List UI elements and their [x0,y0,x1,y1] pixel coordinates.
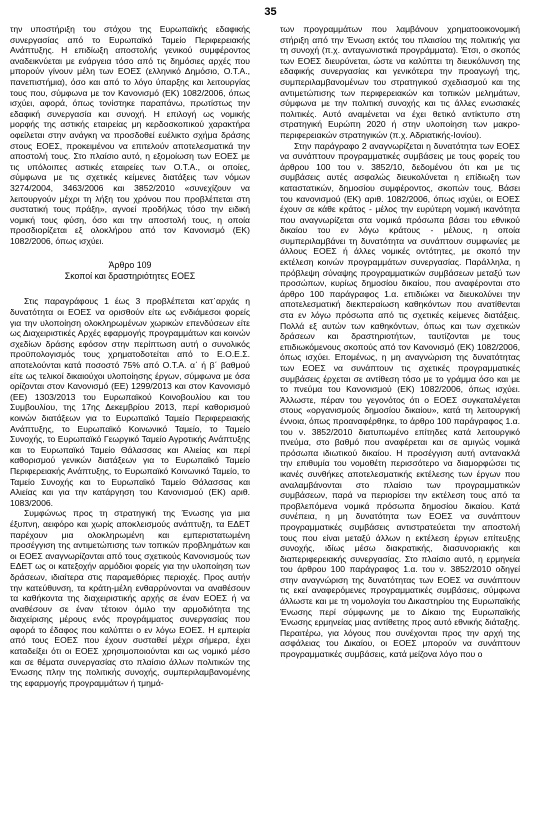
page-number: 35 [264,6,277,18]
paragraph: Στην παράγραφο 2 αναγνωρίζεται η δυνατότητα των ΕΟΕΣ να συνάπτουν προγραμματικές συμβάσεις με τους φορείς του άρθρου 100 του ν. 3852/10, δεδομένου ότι και με τις συμβάσεις αυτές ασφαλώς διευκολύνεται η επίδιωξη των καταστατικών, δημοσίου συμφέροντος, σκοπών τους. Βάσει του κανονισμού (ΕΚ) αριθ. 1082/2006, όπως ισχύει, οι ΕΟΕΣ έχουν σε κάθε κράτος - μέλος την ευρύτερη νομική ικανότητα που αναγνωρίζεται στα νομικά πρόσωπα βάσει του εθνικού δικαίου του εν λόγω κράτους - μέλους, η οποία συμπεριλαμβάνει τη δυνατότητα να συνάπτουν συμφωνίες με άλλους ΕΟΕΣ ή άλλες νομικές οντότητες, με σκοπό την εκτέλεση κοινών προγραμμάτων συνεργασίας. Παράλληλα, η πρόβλεψη σύναψης προγραμματικών συμβάσεων μεταξύ των προσώπων, κυρίως δημοσίου δικαίου, που αναφέρονται στο άρθρο 100 παράγραφος 1.α. επιδιώκει να διευκολύνει την αποτελεσματική διεκπεραίωση καθηκόντων που ανατίθενται στα εν λόγω πρόσωπα από τις σχετικές κείμενες διατάξεις. Πολλά εξ αυτών των καθηκόντων, όπως και των σχετικών δράσεων και δραστηριοτήτων, ταυτίζονται με τους επιδιωκόμενους σκοπούς από τον Κανονισμό (ΕΚ) 1082/2006, όπως ισχύει. Επομένως, η μη αναγνώριση της δυνατότητας των ΕΟΕΣ να συνάπτουν τις σχετικές προγραμματικές συμβάσεις έρχεται σε αντίθεση τόσο με το γράμμα όσο και με το πνεύμα του Κανονισμού (ΕΚ) 1082/2006, όπως ισχύει. Άλλωστε, πέραν του γεγονότος ότι ο ΕΟΕΣ συγκαταλέγεται στους «οργανισμούς δημοσίου δικαίου», κατά τη λειτουργική έννοια, όπως προαναφέρθηκε, το άρθρο 100 παράγραφος 1.α. του ν. 3852/2010 διατυπωμένο επίτηδες κατά λειτουργικό πνεύμα, στο βαθμό που αναφέρεται και σε αμιγώς νομικά πρόσωπα ιδιωτικού δικαίου. Η προσέγγιση αυτή αντανακλά την επιθυμία του νομοθέτη περισσότερο να διαμορφώσει τις ικανές συνθήκες αποτελεσματικής εκτέλεσης των έργων που αναλαμβάνονται στο πλαίσιο των προγραμματικών συμβάσεων, παρά να περιορίσει την εκτέλεση τους από τα προβλεπόμενα νομικά πρόσωπα δημοσίου δικαίου. Κατά συνέπεια, η μη δυνατότητα των ΕΟΕΣ να συνάπτουν προγραμματικές συμβάσεις αντιστρατεύεται την αποστολή τους που είναι μεταξύ άλλων η εκτέλεση έργων επίτευξης συνοχής, ιδίως μέσω διακρατικής, διασυνοριακής και διαπεριφερειακής συνεργασίας. Στο πλαίσιο αυτό, η ερμηνεία του άρθρου 100 παράγραφος 1.α. του ν. 3852/2010 οδηγεί στην αναγνώριση της δυνατότητας των ΕΟΕΣ να συνάπτουν τις εκεί αναφερόμενες προγραμματικές συμβάσεις, σύμφωνα άλλωστε και με τη νομολογία του Δικαστηρίου της Ευρωπαϊκής Ένωσης περί σύμφωνης με το Δίκαιο της Ευρωπαϊκής Ένωσης ερμηνείας μιας αντίθετης προς αυτό εθνικής διάταξης. Περαιτέρω, για λόγους που συνέχονται προς την αρχή της ασφάλειας του Δικαίου, οι ΕΟΕΣ μπορούν να συνάπτουν προγραμματικές συμβάσεις, κατά μείζονα λόγο που ο [280,140,520,660]
article-subtitle: Σκοποί και δραστηριότητες ΕΟΕΣ [64,271,196,282]
paragraph: Στις παραγράφους 1 έως 3 προβλέπεται κατ᾽αρχάς η δυνατότητα οι ΕΟΕΣ να ορισθούν είτε ως ενδιάμεσοι φορείς για την υλοποίηση ολοκληρωμένων χωρικών επενδύσεων είτε ως Διαχειριστικές Αρχές εφαρμογής προγραμμάτων και κοινών σχεδίων δράσης εφόσον στην περίπτωση αυτή ο συνολικός προϋπολογισμός τους χρηματοδοτείται από το Ε.Ο.Ε.Σ. αποτελούνται κατά ποσοστό 75% από Ο.Τ.Α. α΄ ή β΄ βαθμού είτε ως τελικοί δικαιούχοι υλοποίησης έργων, σύμφωνα με όσα ορίζονται στον Κανονισμό (ΕΕ) 1299/2013 και στον Κανονισμό (ΕΕ) 1303/2013 του Ευρωπαϊκού Κοινοβουλίου και του Συμβουλίου, της 17ης Δεκεμβρίου 2013, περί καθορισμού κοινών διατάξεων για το Ευρωπαϊκό Ταμείο Περιφερειακής Ανάπτυξης, το Ευρωπαϊκό Κοινωνικό Ταμείο, το Ταμείο Συνοχής, το Ευρωπαϊκό Γεωργικό Ταμείο Αγροτικής Ανάπτυξης και το Ευρωπαϊκό Ταμείο Θάλασσας και Αλιείας και περί καθορισμού γενικών διατάξεων για το Ευρωπαϊκό Ταμείο Περιφερειακής Ανάπτυξης, το Ευρωπαϊκό Κοινωνικό Ταμείο, το Ταμείο Συνοχής και το Ευρωπαϊκό Ταμείο Θάλασσας και Αλιείας και για την κατάργηση του Κανονισμού (ΕΚ) αριθ. 1083/2006. [10,296,250,508]
left-column [10,24,250,688]
article-title: Άρθρο 109 [108,260,152,271]
paragraph: Συμφώνως προς τη στρατηγική της Ένωσης για μια έξυπνη, αειφόρο και χωρίς αποκλεισμούς ανάπτυξη, τα ΕΔΕΤ παρέχουν μια ολοκληρωμένη και εμπεριστατωμένη προσέγγιση της αντιμετώπισης των τοπικών προβλημάτων και οι ΕΟΕΣ αναγνωρίζονται από τους σχετικούς Κανονισμούς των ΕΔΕΤ ως οι κατεξοχήν αρμόδιοι φορείς για την υλοποίηση των δράσεων, ιδιαίτερα στις παραμεθόριες περιοχές. Προς αυτήν την κατεύθυνση, τα κράτη-μέλη ενθαρρύνονται να αναθέσουν τα καθήκοντα της διαχειριστικής αρχής σε έναν ΕΟΕΣ ή να αναθέσουν σε έναν τέτοιον όμιλο την αρμοδιότητα της διαχείρισης μέρους ενός προγράμματος συνεργασίας που αφορά το έδαφος που καλύπτει ο εν λόγω ΕΟΕΣ. Η εμπειρία από τους ΕΟΕΣ που έχουν συσταθεί μέχρι σήμερα, έχει καταδείξει ότι οι ΕΟΕΣ χρησιμοποιούνται και ως νομικό μέσο και σε θέματα συνεργασίας στο πλαίσιο άλλων πολιτικών της Ένωσης πλην της πολιτικής συνοχής, συμπεριλαμβανομένης της εφαρμογής προγραμμάτων ή τμημά- [10,508,250,688]
paragraph: των προγραμμάτων που λαμβάνουν χρηματοοικονομική στήριξη από την Ένωση εκτός του πλαισίου της πολιτικής για τη συνοχή (π.χ. ανταγωνιστικά προγράμματα). Έτσι, ο σκοπός των ΕΟΕΣ διευρύνεται, ώστε να καλύπτει τη διευκόλυνση της εδαφικής συνεργασίας και γενικότερα την προαγωγή της, συμπεριλαμβανομένων του στρατηγικού σχεδιασμού και της αντιμετώπισης των περιφερειακών και τοπικών μελημάτων, σύμφωνα με την πολιτική συνοχής και τις άλλες ενωσιακές πολιτικές. Αυτό αναμένεται να έχει θετικό αντίκτυπο στη στρατηγική Ευρώπη 2020 ή στην υλοποίηση των μακρο-περιφερειακών στρατηγικών (π.χ. Αδριατικής-Ιονίου). [280,24,520,140]
paragraph: την υποστήριξη του στόχου της Ευρωπαϊκής εδαφικής συνεργασίας από το Ευρωπαϊκό Ταμείο Περιφερειακής Ανάπτυξης. Η επιδίωξη αποστολής γενικού συμφέροντος αναδεικνύεται με ενάργεια τόσο από τις δημόσιες αρχές που μπορούν γίνουν μέλη των ΕΟΕΣ (ελληνικό Δημόσιο, Ο.Τ.Α., πανεπιστήμια), όσο και από το λόγο ύπαρξης και λειτουργίας τους που, σύμφωνα με τον Κανονισμό (ΕΚ) 1082/2006, όπως ισχύει, αφορά, όπως τονίστηκε παραπάνω, πρωτίστως την εδαφική συνεργασία και συνοχή. Η επιλογή ως νομικής μορφής της αστικής εταιρείας μη κερδοσκοπικού χαρακτήρα οφείλεται στην ανάγκη να προσδοθεί ευέλικτο σχήμα δράσης στους ΕΟΕΣ, προκειμένου να επιτελούν αποτελεσματικά την αποστολή τους. Στο πλαίσιο αυτό, η εξομοίωση των ΕΟΕΣ με τις υπόλοιπες αστικές εταιρείες των Ο.Τ.Α., οι οποίες, σύμφωνα με τις σχετικές κείμενες διατάξεις των νόμων 3274/2004, 3463/2006 και 3852/2010 «συνεχίζουν να λειτουργούν μέχρι τη λήξη του χρόνου που προβλέπεται στη συστατική τους πράξη», αγνοεί προδήλως τόσο την ειδική νομική τους φύση, όσο και την αποστολή τους, η οποία προσδιορίζεται εξ ολοκλήρου από τον Κανονισμό (ΕΚ) 1082/2006, όπως ισχύει. [10,24,250,246]
right-column [280,24,520,660]
